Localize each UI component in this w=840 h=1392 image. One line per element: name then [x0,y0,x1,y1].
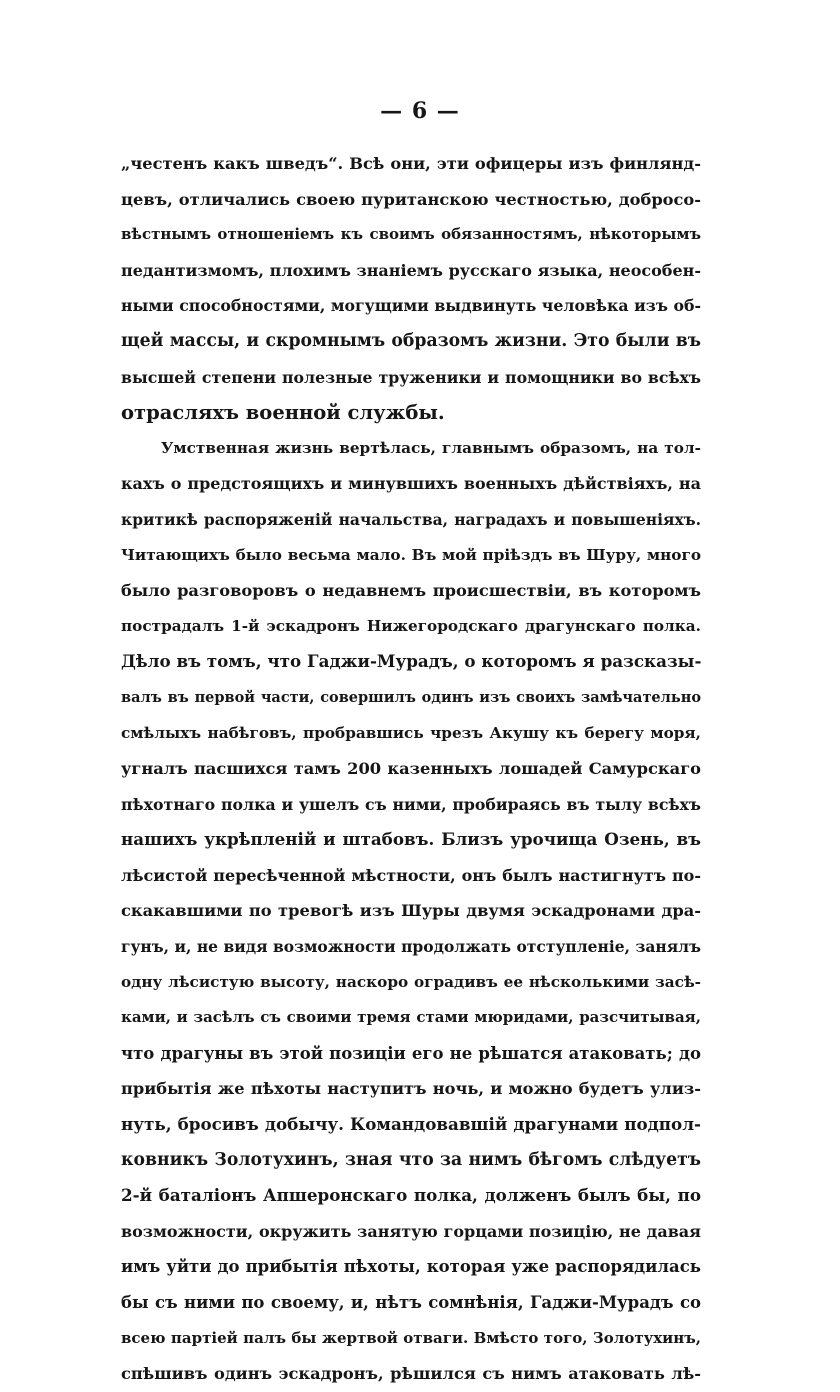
text-line: пострадалъ 1-й эскадронъ Нижегородскаго драгунскаго полка. [121,616,701,635]
text-line: ками, и засѣлъ съ своими тремя стами мюридами, разсчитывая, [121,1008,701,1027]
text-line: пѣхотнаго полка и ушелъ съ ними, пробираясь въ тылу всѣхъ [121,794,701,814]
text-line: имъ уйти до прибытія пѣхоты, которая уже распорядилась [121,1257,701,1277]
body-text [121,146,701,1392]
text-line: смѣлыхъ набѣговъ, пробравшись чрезъ Акушу къ берегу моря, [121,723,701,742]
text-line: ными способностями, могущими выдвинуть человѣка изъ об- [121,296,701,316]
text-line: нашихъ укрѣпленій и штабовъ. Близъ урочища Озень, въ [121,829,701,850]
text-line: прибытія же пѣхоты наступитъ ночь, и можно будетъ улиз- [121,1079,701,1099]
text-line: 2-й баталіонъ Апшеронскаго полка, долженъ былъ бы, по [121,1185,701,1206]
text-line: отрасляхъ военной службы. [121,401,445,425]
text-line: бы съ ними по своему, и, нѣтъ сомнѣнія, Гаджи-Мурадъ со [121,1293,701,1312]
text-line: критикѣ распоряженій начальства, наградахъ и повышеніяхъ. [121,509,701,529]
text-line: Умственная жизнь вертѣлась, главнымъ образомъ, на тол- [161,438,701,457]
text-line: гунъ, и, не видя возможности продолжать отступленіе, занялъ [121,937,701,957]
text-line: спѣшивъ одинъ эскадронъ, рѣшился съ нимъ атаковать лѣ- [121,1364,701,1384]
text-line: Читающихъ было весьма мало. Въ мой пріѣздъ въ Шуру, много [121,545,701,564]
text-line: педантизмомъ, плохимъ знаніемъ русскаго языка, неособен- [121,260,701,280]
text-line: нуть, бросивъ добычу. Командовавшій драгунами подпол- [121,1114,701,1135]
text-line: что драгуны въ этой позиціи его не рѣшатся атаковать; до [121,1043,701,1063]
text-line: вѣстнымъ отношеніемъ къ своимъ обязанностямъ, нѣкоторымъ [121,225,701,244]
text-line: кахъ о предстоящихъ и минувшихъ военныхъ дѣйствіяхъ, на [121,474,701,494]
text-line: щей массы, и скромнымъ образомъ жизни. Это были въ [121,330,701,351]
text-line: всею партіей палъ бы жертвой отваги. Вмѣсто того, Золотухинъ, [121,1328,701,1347]
text-line: цевъ, отличались своею пуританскою честностью, добросо- [121,189,701,209]
text-line: возможности, окружить занятую горцами позицію, не давая [121,1221,701,1241]
text-line: было разговоровъ о недавнемъ происшествіи, въ которомъ [121,581,701,601]
text-line: одну лѣсистую высоту, наскоро оградивъ ее нѣсколькими засѣ- [121,972,701,991]
text-line: „честенъ какъ шведъ“. Всѣ они, эти офицеры изъ финлянд- [121,154,701,173]
text-line: лѣсистой пересѣченной мѣстности, онъ былъ настигнутъ по- [121,865,701,885]
text-line: Дѣло въ томъ, что Гаджи-Мурадъ, о которомъ я разсказы- [121,651,702,672]
page-number: — 6 — [380,98,460,124]
text-line: угналъ пасшихся тамъ 200 казенныхъ лошадей Самурскаго [121,759,701,779]
text-line: скакавшими по тревогѣ изъ Шуры двумя эскадронами дра- [121,901,701,921]
text-line: высшей степени полезные труженики и помощники во всѣхъ [121,367,701,387]
text-line: ковникъ Золотухинъ, зная что за нимъ бѣгомъ слѣдуетъ [121,1149,701,1170]
text-line: валъ въ первой части, совершилъ одинъ изъ своихъ замѣчательно [121,688,701,706]
